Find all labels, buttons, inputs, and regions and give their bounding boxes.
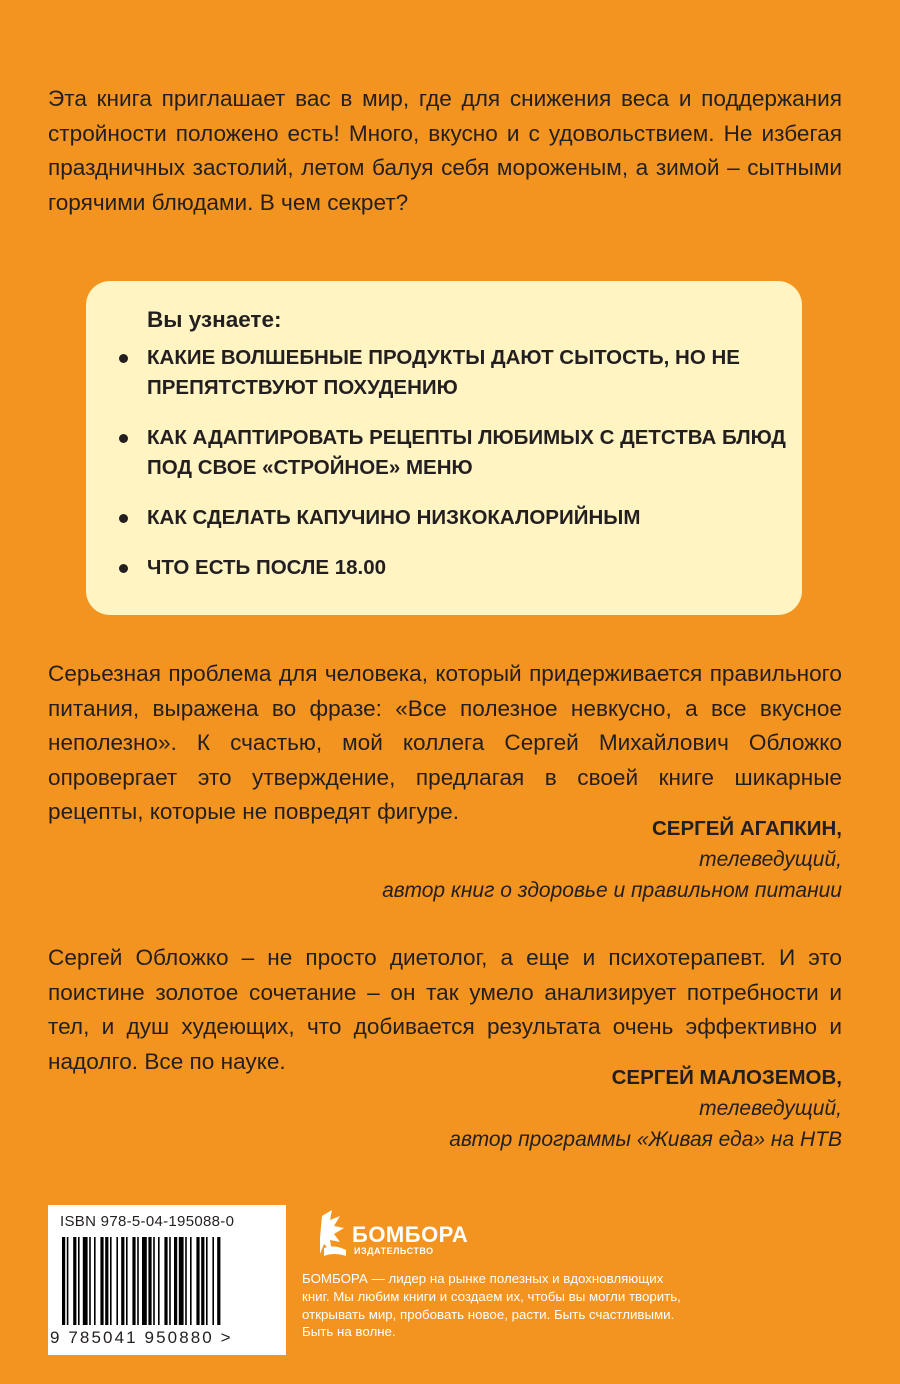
learn-box-title: Вы узнаете: bbox=[147, 307, 282, 332]
review-signature-2 bbox=[449, 1062, 842, 1155]
review-author: СЕРГЕЙ МАЛОЗЕМОВ, bbox=[611, 1066, 842, 1089]
review-author: СЕРГЕЙ АГАПКИН, bbox=[651, 817, 842, 840]
barcode-block bbox=[48, 1205, 286, 1355]
bullet-icon bbox=[119, 434, 128, 443]
barcode-icon bbox=[62, 1237, 274, 1329]
isbn-label: ISBN 978-5-04-195088-0 bbox=[60, 1213, 235, 1230]
review-author-detail: автор книг о здоровье и правильном питании bbox=[382, 879, 842, 902]
learn-box bbox=[86, 281, 802, 615]
list-item: КАК СДЕЛАТЬ КАПУЧИНО НИЗКОКАЛОРИЙНЫМ bbox=[119, 503, 789, 533]
intro-paragraph: Эта книга приглашает вас в мир, где для снижения веса и поддержания стройности положено есть! Много, вкусно и с удовольствием. Не избегая праздничных застолий, летом балуя себя мороженым, а зимой – сытными горячими блюдами. В чем секрет? bbox=[48, 86, 842, 215]
barcode-digits: 9 785041 950880 > bbox=[50, 1328, 233, 1347]
list-item: ЧТО ЕСТЬ ПОСЛЕ 18.00 bbox=[119, 553, 789, 583]
review-author-role: телеведущий, bbox=[699, 848, 842, 871]
bullet-icon bbox=[119, 354, 128, 363]
learn-list bbox=[119, 343, 789, 603]
publisher-logo-name: БОМБОРА bbox=[352, 1222, 469, 1247]
publisher-description: БОМБОРА — лидер на рынке полезных и вдохновляющих книг. Мы любим книги и создаем их, чтобы вы могли творить, открывать мир, пробовать новое, расти. Быть счастливыми. Быть на волне. bbox=[302, 1271, 681, 1340]
review-signature-1 bbox=[382, 813, 842, 906]
review-quote-1: Серьезная проблема для человека, который придерживается правильного питания, выражена во фразе: «Все полезное невкусно, а все вкусное неполезно». К счастью, мой коллега Сергей Михайлович Обложко опровергает это утверждение, предлагая в своей книге шикарные рецепты, которые не повредят фигуре. bbox=[48, 661, 842, 824]
bullet-icon bbox=[119, 564, 128, 573]
bullet-icon bbox=[119, 514, 128, 523]
publisher-logo-sub: ИЗДАТЕЛЬСТВО bbox=[354, 1246, 434, 1256]
review-author-role: телеведущий, bbox=[699, 1097, 842, 1120]
list-item: КАК АДАПТИРОВАТЬ РЕЦЕПТЫ ЛЮБИМЫХ С ДЕТСТВА БЛЮД ПОД СВОЕ «СТРОЙНОЕ» МЕНЮ bbox=[119, 423, 789, 483]
review-quote-2: Сергей Обложко – не просто диетолог, а еще и психотерапевт. И это поистине золотое сочетание – он так умело анализирует потребности и тел, и душ худеющих, что добивается результата очень эффективно и надолго. Все по науке. bbox=[48, 945, 842, 1074]
list-item: КАКИЕ ВОЛШЕБНЫЕ ПРОДУКТЫ ДАЮТ СЫТОСТЬ, НО НЕ ПРЕПЯТСТВУЮТ ПОХУДЕНИЮ bbox=[119, 343, 789, 403]
review-author-detail: автор программы «Живая еда» на НТВ bbox=[449, 1128, 842, 1151]
